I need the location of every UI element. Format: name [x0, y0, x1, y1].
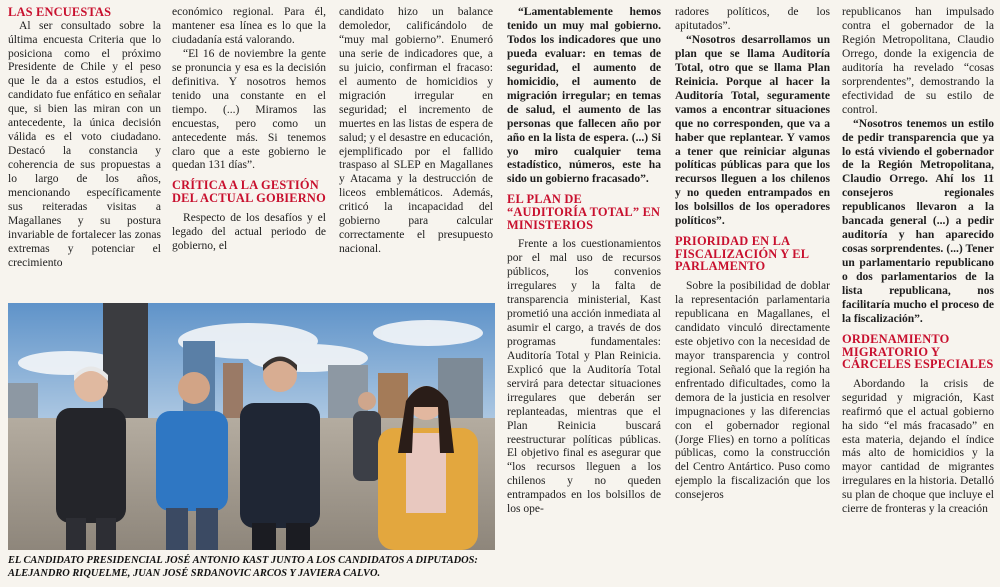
paragraph: Respecto de los desafíos y el legado del actual periodo de gobierno, el — [172, 211, 326, 252]
paragraph: “El 16 de noviembre la gente se pronuncia y esa es la decisión definitiva. Y nosotros hemos tenido una constante en el tiempo. (...) Miramos las encuestas, pero como un antecedente más. Si tenemos claro que a este gobierno le quedan 131 días”. — [172, 47, 326, 172]
paragraph: económico regional. Para él, mantener esa línea es lo que la ciudadanía está valorando. — [172, 6, 326, 46]
article-column-3 — [339, 6, 493, 257]
paragraph: republicanos han impulsado contra el gobernador de la Región Metropolitana, Claudio Orrego, donde la exigencia de auditoría ha revelado “cosas sorprendentes”, demostrando la efectividad de su estilo de control. — [842, 6, 994, 116]
article-column-5 — [675, 6, 830, 584]
article-column-6 — [842, 6, 994, 584]
paragraph: radores políticos, de los apitutados”. — [675, 6, 830, 32]
quote-paragraph: “Nosotros desarrollamos un plan que se llama Auditoría Total, otro que se llama Plan Reinicia. Porque al hacer la Auditoría Total, seguramente vamos a encontrar situaciones que no corresponden, que va a haber que replantear. Y vamos a tener que reiniciar algunas políticas públicas para que los recursos lleguen a los chilenos y no queden entrampados en los bolsillos de los operadores políticos”. — [675, 33, 830, 228]
section-heading-critica: CRÍTICA A LA GESTIÓN DEL ACTUAL GOBIERNO — [172, 178, 326, 206]
section-heading-encuestas: LAS ENCUESTAS — [8, 6, 112, 19]
quote-paragraph: “Nosotros tenemos un estilo de pedir transparencia que ya lo está viviendo el gobernador de la Región Metropolitana, Claudio Orrego. Ahí los 11 consejeros regionales republicanos llevaron a la bancada general (...) a pedir auditoría y han aparecido cosas sorprendentes. (...) Tener un parlamentario republicano o dos parlamentarios de la lista republicana, nos facilitaría mucho el proceso de la fiscalización”. — [842, 117, 994, 325]
article-column-1 — [8, 6, 161, 271]
article-column-4 — [507, 6, 661, 584]
article-column-2 — [172, 6, 326, 253]
section-heading-ordenamiento: ORDENAMIENTO MIGRATORIO Y CÁRCELES ESPECIALES — [842, 331, 994, 372]
paragraph: candidato hizo un balance demoledor, calificándolo de “muy mal gobierno”. Enumeró una serie de indicadores que, a su juicio, confirman el fracaso: el aumento de homicidios y migración irregular en seguridad; el incremento de muertes en las listas de espera de salud; y el desastre en educación, ejemplificado por el fallido traspaso al SLEP en Magallanes y Atacama y la destrucción de liceos emblemáticos. Además, criticó la incapacidad del gobierno para calcular correctamente el presupuesto nacional. — [339, 6, 493, 256]
article-photo — [8, 303, 495, 550]
paragraph: Abordando la crisis de seguridad y migración, Kast reafirmó que el actual gobierno ha sido “el más fracasado” en esta materia, dejando el índice más alto de homicidios y la mayor cantidad de migrantes irregulares en la historia. Detalló su plan de choque que incluye el cierre de fronteras y la creación — [842, 377, 994, 516]
paragraph: Al ser consultado sobre la última encuesta Criteria que lo posiciona como el próximo Presidente de Chile y el peso que le da a estos estudios, el candidato fue enfático en señalar que, si bien las miran con un antecedente, la única decisión válida es el voto ciudadano. Destacó la constancia y coherencia de sus propuestas a lo largo de los años, mencionando específicamente sus reiteradas visitas a Magallanes y su postura invariable de fortalecer las zonas extremas y potenciar el crecimiento — [8, 19, 161, 269]
section-heading-prioridad: PRIORIDAD EN LA FISCALIZACIÓN Y EL PARLAMENTO — [675, 234, 809, 274]
paragraph: Sobre la posibilidad de doblar la representación parlamentaria republicana en Magallanes, el candidato vinculó directamente este objetivo con la necesidad de mayor transparencia y control regional. Señaló que la región ha enfrentado dificultades, como la demora de la justicia en resolver impugnaciones y las diferencias con el gobernador regional (Jorge Flies) en torno a políticas públicas, como la construcción del Centro Antártico. Puso como ejemplo la fiscalización que los consejeros — [675, 280, 830, 502]
photo-caption: EL CANDIDATO PRESIDENCIAL JOSÉ ANTONIO KAST JUNTO A LOS CANDIDATOS A DIPUTADOS: ALEJANDRO RIQUELME, JUAN JOSÉ SRDANOVIC ARCOS Y JAVIERA CALVO. — [8, 555, 478, 579]
paragraph: Frente a los cuestionamientos por el mal uso de recursos públicos, los convenios irregulares y la falta de transparencia ministerial, Kast prometió una acción inmediata al asumir el cargo, a través de dos programas fundamentales: Auditoría Total y Plan Reinicia. Explicó que la Auditoría Total servirá para detectar situaciones irregulares que deberán ser replanteadas, mientras que el Plan Reinicia buscará reestructurar políticas públicas. El objetivo final es asegurar que “los recursos lleguen a los chilenos y no queden entrampados en los bolsillos de los ope- — [507, 238, 661, 516]
section-heading-auditoria: EL PLAN DE “AUDITORÍA TOTAL” EN MINISTERIOS — [507, 192, 661, 232]
quote-paragraph: “Lamentablemente hemos tenido un muy mal gobierno. Todos los indicadores que uno pueda evaluar: en temas de seguridad, el aumento de homicidio, el aumento de migración irregular; en temas de salud, el aumento de las personas que fallecen año por año en la lista de espera. (...) Si yo miro cualquier tema estadístico, números, este ha sido un gobierno fracasado”. — [507, 6, 661, 186]
